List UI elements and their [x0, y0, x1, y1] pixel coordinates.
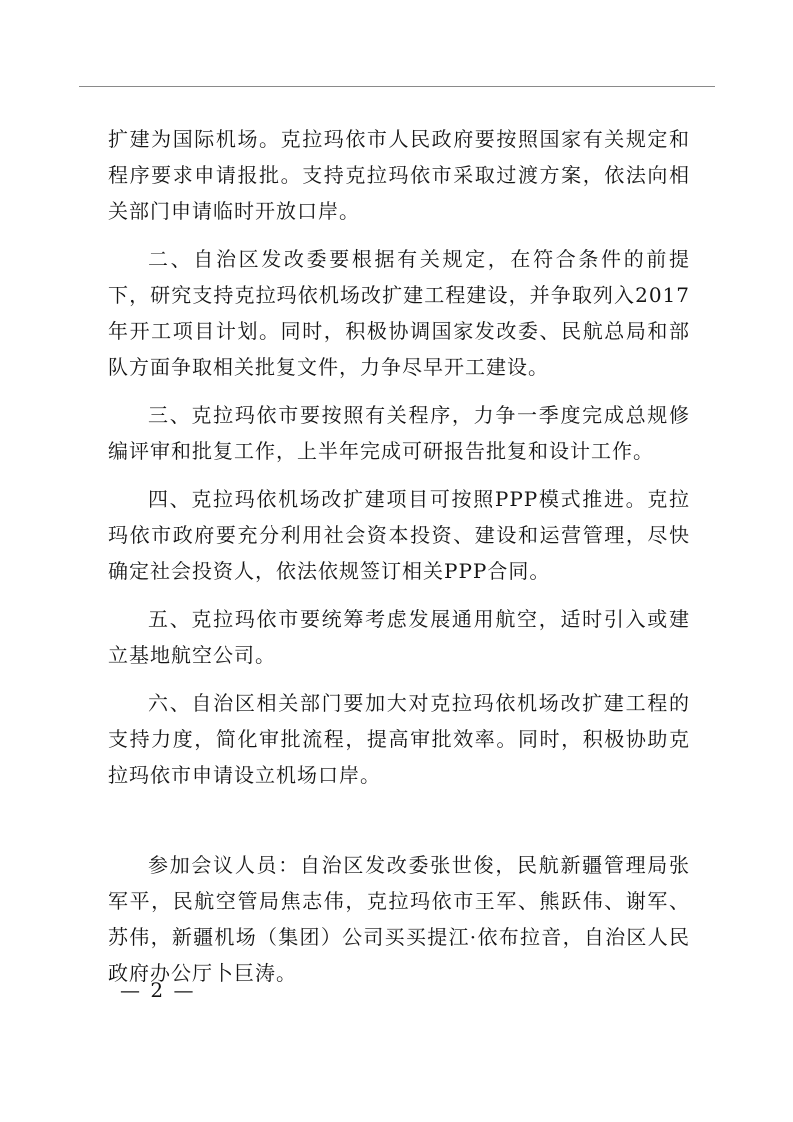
header-rule: [79, 86, 715, 87]
paragraph-item-5: 五、克拉玛依市要统筹考虑发展通用航空，适时引入或建立基地航空公司。: [108, 607, 690, 667]
document-body: [108, 121, 690, 991]
paragraph-item-3: 三、克拉玛依市要按照有关程序，力争一季度完成总规修编评审和批复工作，上半年完成可研报告批复和设计工作。: [108, 403, 690, 463]
page-number: — 2 —: [120, 978, 196, 1002]
attendees-list: 参加会议人员：自治区发改委张世俊，民航新疆管理局张军平，民航空管局焦志伟，克拉玛依市王军、熊跃伟、谢军、苏伟，新疆机场（集团）公司买买提江·依布拉音，自治区人民政府办公厅卜巨涛。: [108, 853, 690, 985]
paragraph-continuation: 扩建为国际机场。克拉玛依市人民政府要按照国家有关规定和程序要求申请报批。支持克拉玛依市采取过渡方案，依法向相关部门申请临时开放口岸。: [108, 127, 690, 223]
paragraph-item-2: 二、自治区发改委要根据有关规定，在符合条件的前提下，研究支持克拉玛依机场改扩建工程建设，并争取列入2017年开工项目计划。同时，积极协调国家发改委、民航总局和部队方面争取相关批复文件，力争尽早开工建设。: [108, 247, 690, 379]
paragraph-item-6: 六、自治区相关部门要加大对克拉玛依机场改扩建工程的支持力度，简化审批流程，提高审批效率。同时，积极协助克拉玛依市申请设立机场口岸。: [108, 691, 690, 787]
paragraph-item-4: 四、克拉玛依机场改扩建项目可按照PPP模式推进。克拉玛依市政府要充分利用社会资本投资、建设和运营管理，尽快确定社会投资人，依法依规签订相关PPP合同。: [108, 487, 690, 583]
